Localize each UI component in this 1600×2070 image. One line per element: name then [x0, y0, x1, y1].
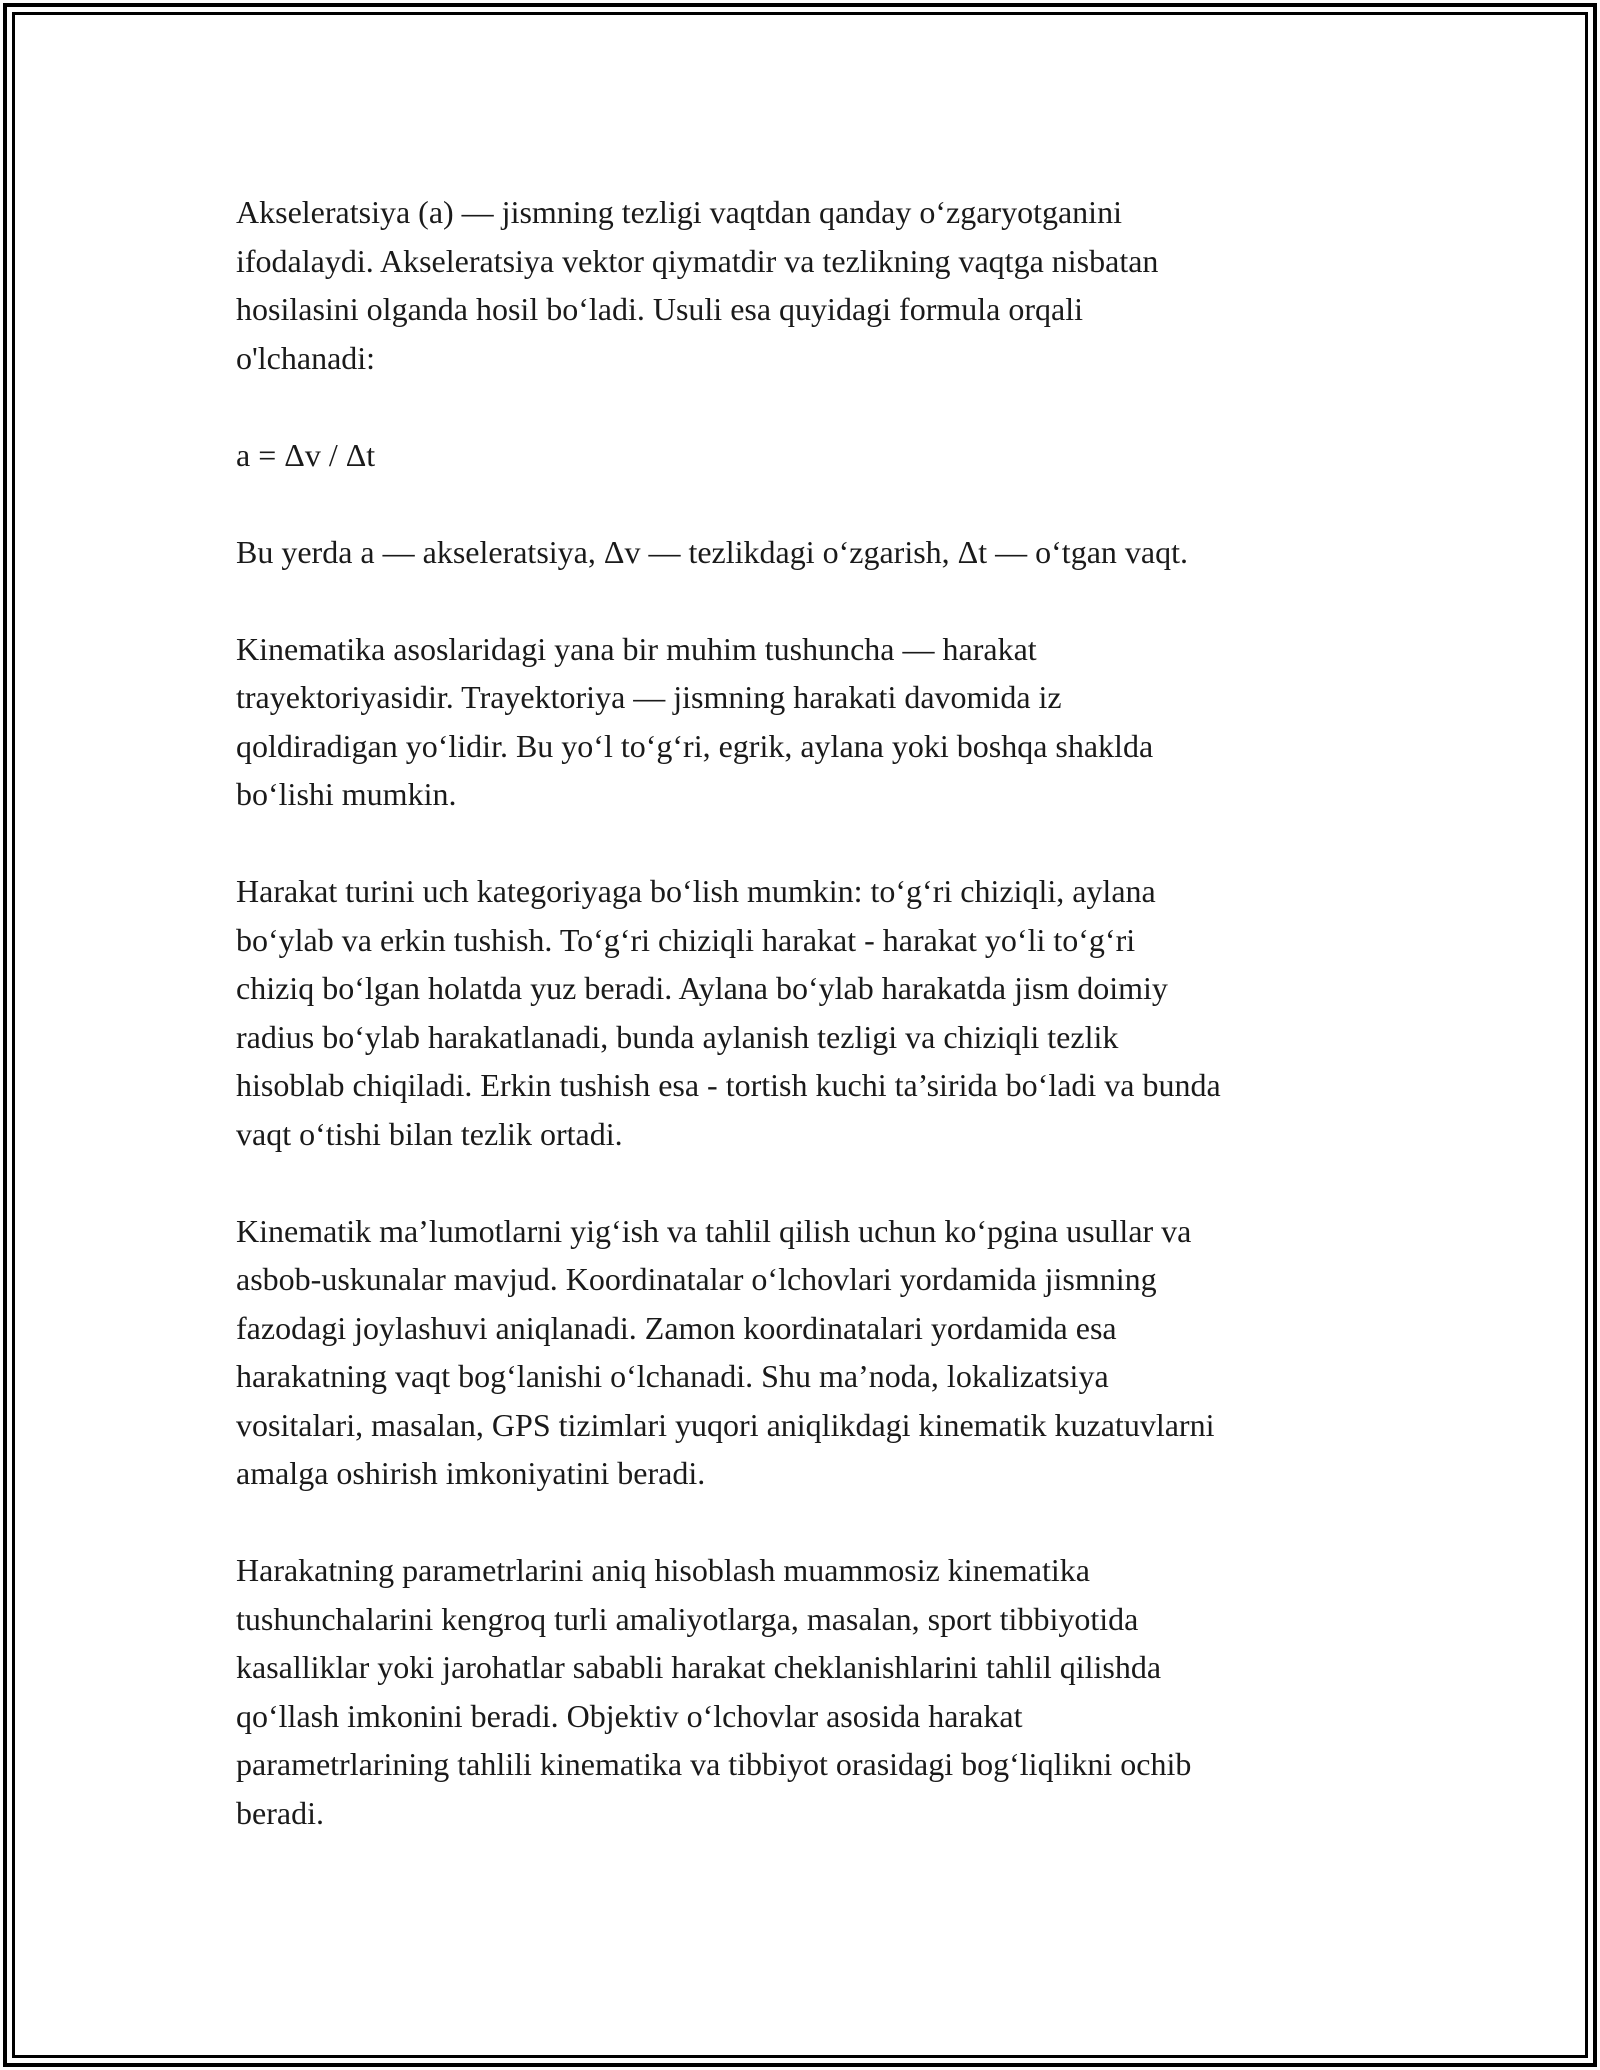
paragraph-motion-types: Harakat turini uch kategoriyaga bo‘lish mumkin: to‘g‘ri chiziqli, aylana bo‘ylab va erkin tushish. To‘g‘ri chiziqli harakat - harakat yo‘li to‘g‘ri chiziq bo‘lgan holatda yuz beradi. Aylana bo‘ylab harakatda jism doimiy radius bo‘ylab harakatlanadi, bunda aylanish tezligi va chiziqli tezlik hisoblab chiqiladi. Erkin tushish esa - tortish kuchi ta’sirida bo‘ladi va bunda vaqt o‘tishi bilan tezlik ortadi. [236, 873, 1221, 1152]
document-body [236, 188, 1386, 1837]
paragraph-kinematic-data: Kinematik ma’lumotlarni yig‘ish va tahlil qilish uchun ko‘pgina usullar va asbob-uskunalar mavjud. Koordinatalar o‘lchovlari yordamida jismning fazodagi joylashuvi aniqlanadi. Zamon koordinatalari yordamida esa harakatning vaqt bog‘lanishi o‘lchanadi. Shu ma’noda, lokalizatsiya vositalari, masalan, GPS tizimlari yuqori aniqlikdagi kinematik kuzatuvlarni amalga oshirish imkoniyatini beradi. [236, 1212, 1215, 1491]
paragraph-formula-legend: Bu yerda a — akseleratsiya, Δv — tezlikdagi o‘zgarish, Δt — o‘tgan vaqt. [236, 533, 1188, 570]
paragraph-acceleration-definition: Akseleratsiya (a) — jismning tezligi vaqtdan qanday o‘zgaryotganini ifodalaydi. Akseleratsiya vektor qiymatdir va tezlikning vaqtga nisbatan hosilasini olganda hosil bo‘ladi. Usuli esa quyidagi formula orqali o'lchanadi: [236, 194, 1159, 376]
formula-acceleration: a = Δv / Δt [236, 436, 376, 473]
paragraph-applications: Harakatning parametrlarini aniq hisoblash muammosiz kinematika tushunchalarini kengroq turli amaliyotlarga, masalan, sport tibbiyotida kasalliklar yoki jarohatlar sababli harakat cheklanishlarini tahlil qilishda qo‘llash imkonini beradi. Objektiv o‘lchovlar asosida harakat parametrlarining tahlili kinematika va tibbiyot orasidagi bog‘liqlikni ochib beradi. [236, 1552, 1192, 1831]
paragraph-trajectory: Kinematika asoslaridagi yana bir muhim tushuncha — harakat trayektoriyasidir. Trayektoriya — jismning harakati davomida iz qoldiradigan yo‘lidir. Bu yo‘l to‘g‘ri, egrik, aylana yoki boshqa shaklda bo‘lishi mumkin. [236, 630, 1154, 812]
